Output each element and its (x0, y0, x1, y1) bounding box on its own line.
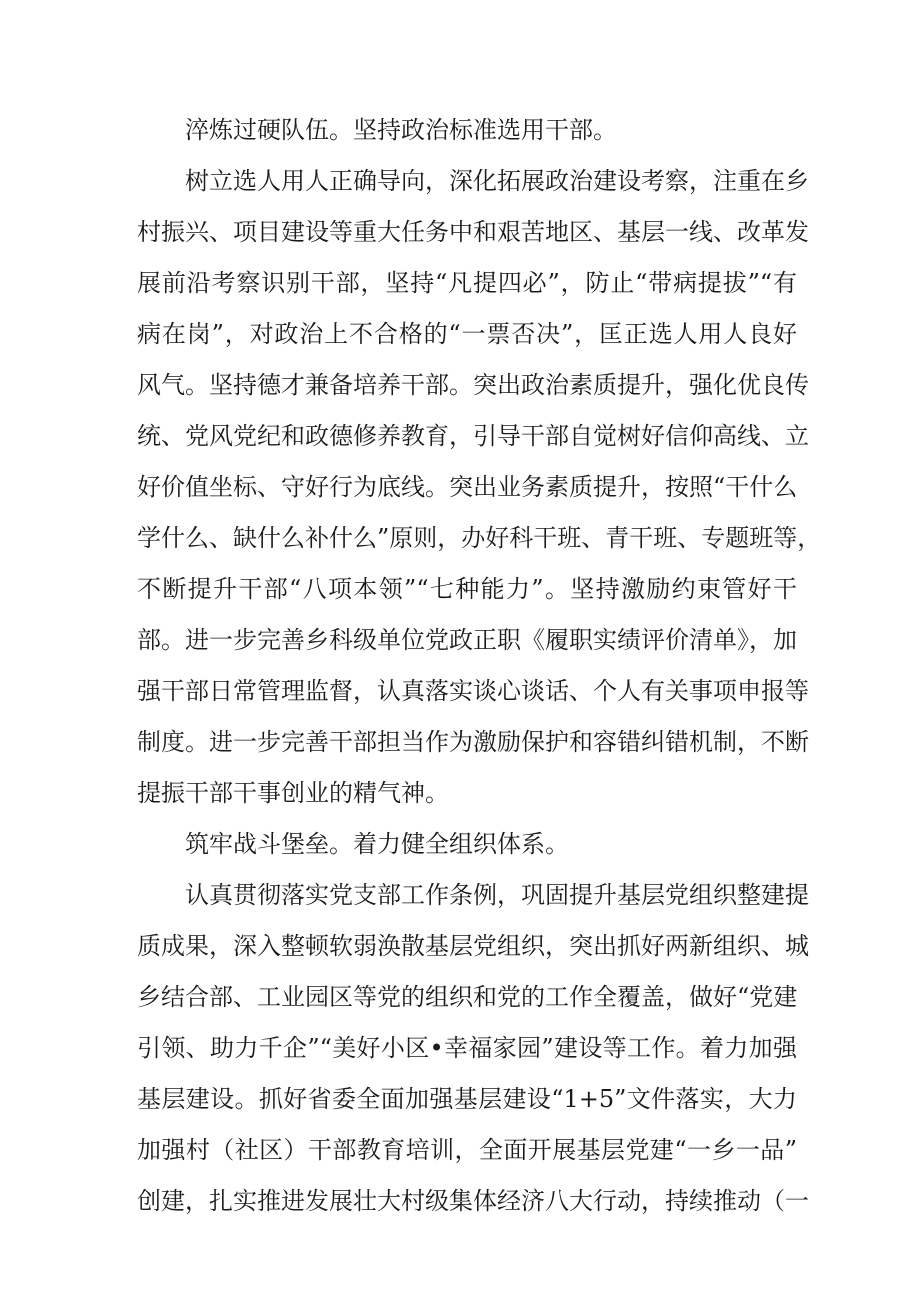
text-line: 制度。进一步完善干部担当作为激励保护和容错纠错机制，不断 (137, 728, 809, 756)
text-line: 加强村（社区）干部教育培训，全面开展基层党建“一乡一品” (137, 1136, 797, 1164)
text-line: 不断提升干部“八项本领”“七种能力”。坚持激励约束管好干 (137, 575, 797, 603)
text-line: 创建，扎实推进发展壮大村级集体经济八大行动，持续推动（一 (137, 1187, 809, 1215)
text-line: 强干部日常管理监督，认真落实谈心谈话、个人有关事项申报等 (137, 677, 809, 705)
text-line: 统、党风党纪和政德修养教育，引导干部自觉树好信仰高线、立 (137, 422, 809, 450)
text-line: 展前沿考察识别干部，坚持“凡提四必”，防止“带病提拔”“有 (137, 269, 797, 297)
text-line: 学什么、缺什么补什么”原则，办好科干班、青干班、专题班等， (137, 524, 822, 552)
text-line: 村振兴、项目建设等重大任务中和艰苦地区、基层一线、改革发 (137, 218, 809, 246)
text-line: 质成果，深入整顿软弱涣散基层党组织，突出抓好两新组织、城 (137, 932, 809, 960)
text-line: 乡结合部、工业园区等党的组织和党的工作全覆盖，做好“党建 (137, 983, 798, 1011)
text-line: 认真贯彻落实党支部工作条例，巩固提升基层党组织整建提 (185, 881, 809, 909)
text-line: 引领、助力千企”“美好小区•幸福家园”建设等工作。着力加强 (137, 1034, 797, 1062)
text-line: 基层建设。抓好省委全面加强基层建设“1+5”文件落实，大力 (137, 1085, 797, 1113)
text-line: 风气。坚持德才兼备培养干部。突出政治素质提升，强化优良传 (137, 371, 809, 399)
text-line: 部。进一步完善乡科级单位党政正职《履职实绩评价清单》，加 (137, 626, 797, 654)
paragraph-heading-1: 淬炼过硬队伍。坚持政治标准选用干部。 (185, 116, 617, 144)
text-line: 树立选人用人正确导向，深化拓展政治建设考察，注重在乡 (185, 167, 809, 195)
text-line: 病在岗”，对政治上不合格的“一票否决”，匡正选人用人良好 (137, 320, 797, 348)
text-line: 好价值坐标、守好行为底线。突出业务素质提升，按照“干什么 (137, 473, 798, 501)
paragraph-heading-2: 筑牢战斗堡垒。着力健全组织体系。 (185, 830, 569, 858)
text-line: 提振干部干事创业的精气神。 (137, 779, 449, 807)
